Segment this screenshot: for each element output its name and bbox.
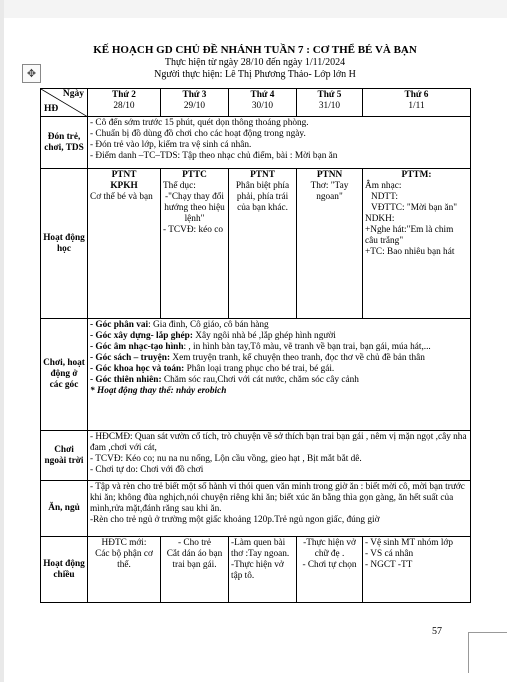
subject-head-2: KPKH xyxy=(110,181,138,191)
corner-text: : Gia đình, Cô giáo, cô bán hàng xyxy=(148,320,269,330)
lesson-text: Cơ thể bé và bạn xyxy=(90,192,153,202)
welcome-row xyxy=(41,117,471,169)
corner-item xyxy=(90,375,468,386)
page-number: 57 xyxy=(432,626,442,637)
corner-title: - Góc khoa học và toán: xyxy=(90,364,185,374)
lesson-text: Thơ: "Tay ngoan" xyxy=(310,181,349,202)
row-label-study: Hoạt động học xyxy=(41,169,88,319)
corner-title: - Góc sách – truyện: xyxy=(90,353,171,363)
study-cell-tue xyxy=(161,169,229,319)
afternoon-cell-wed xyxy=(229,537,297,603)
meal-line: - Tập và rèn cho trẻ biết một số hành vi thói quen văn minh trong giờ ăn : biết mời cô, mời bạn trước khi ăn; không đùa nghịch,nói chuyện riêng khi ăn; biết xúc ăn bằng thìa gọn gàng, ăn hết suất của mình,rửa mặt,đánh răng sau khi ăn. xyxy=(90,482,465,514)
outdoor-line: - TCVĐ: Kéo co; nu na nu nống, Lộn cầu vồng, gieo hạt , Bịt mắt bắt dê. xyxy=(90,454,362,464)
replacement-activity: * Hoạt động thay thế: nhảy erobich xyxy=(90,386,227,396)
page-left-edge xyxy=(0,0,4,682)
day-header-wed xyxy=(229,89,297,117)
date-range: Thực hiện từ ngày 28/10 đến ngày 1/11/2024 xyxy=(164,57,346,68)
plan-table xyxy=(40,88,471,603)
lesson-text: +TC: Bao nhiêu bạn hát xyxy=(365,247,455,257)
subject-head: PTNT xyxy=(250,170,275,180)
outdoor-line: - HĐCMĐ: Quan sát vườn cổ tích, trò chuyện về sở thích bạn trai bạn gái , nêm vị mặn ngọt ,cây nha đam ,chơi với cát, xyxy=(90,432,467,453)
lesson-text: Thể dục: xyxy=(163,181,196,191)
corner-title: - Góc phân vai xyxy=(90,320,149,330)
corner-item xyxy=(90,320,468,331)
afternoon-cell-tue xyxy=(161,537,229,603)
welcome-line: - Điểm danh –TC–TDS: Tập theo nhạc chủ điểm, bài : Mời bạn ăn xyxy=(90,151,338,161)
study-cell-fri xyxy=(363,169,471,319)
corner-item xyxy=(90,342,468,353)
corner-text: Phân loại trang phục cho bé trai, bé gái. xyxy=(184,364,335,374)
corner-text: Xây ngôi nhà bé ,lắp ghép hình người xyxy=(192,331,336,341)
study-cell-thu xyxy=(297,169,363,319)
row-label-meal: Ăn, ngủ xyxy=(41,481,88,537)
afternoon-line: - Vệ sinh MT nhóm lớp xyxy=(365,538,453,548)
lesson-text: -"Chạy thay đổi hướng theo hiệu lệnh" xyxy=(164,192,225,224)
table-header-row xyxy=(41,89,471,117)
study-cell-wed xyxy=(229,169,297,319)
day-header-mon xyxy=(88,89,161,117)
day-header-fri xyxy=(363,89,471,117)
corner-title: - Góc xây dựng- lắp ghép: xyxy=(90,331,193,341)
afternoon-line: -Thực hiện vở chữ đẹ . xyxy=(303,538,356,559)
day-header-tue xyxy=(161,89,229,117)
day-date: 1/11 xyxy=(408,101,425,111)
outdoor-content xyxy=(88,431,471,481)
row-label-welcome: Đón trẻ, chơi, TDS xyxy=(41,117,88,169)
lesson-text: NDTT: xyxy=(371,192,398,202)
day-date: 28/10 xyxy=(113,101,135,111)
corner-cell xyxy=(41,89,88,117)
day-date: 30/10 xyxy=(251,101,274,111)
page-top-edge xyxy=(0,0,507,18)
subject-head: PTTM: xyxy=(401,170,432,180)
lesson-text: Âm nhạc: xyxy=(365,181,402,191)
study-cell-mon xyxy=(88,169,161,319)
page-corner-mark xyxy=(468,632,507,673)
move-arrows-icon[interactable]: ✥ xyxy=(22,64,41,83)
row-label-outdoor: Chơi ngoài trời xyxy=(41,431,88,481)
welcome-content xyxy=(88,117,471,169)
day-name: Thứ 5 xyxy=(317,90,342,100)
teacher-line: Người thực hiện: Lê Thị Phương Thảo- Lớp lớn H xyxy=(154,69,356,80)
meal-row xyxy=(41,481,471,537)
afternoon-cell-fri xyxy=(363,537,471,603)
afternoon-line: -Thực hiện vở tập tô. xyxy=(231,560,284,581)
afternoon-row xyxy=(41,537,471,603)
lesson-text: +Nghe hát:"Em là chim câu trắng" xyxy=(365,225,454,246)
lesson-text: Phân biệt phía phải, phía trái của bạn khác. xyxy=(235,181,290,213)
afternoon-line: Cắt dán áo bạn trai bạn gái. xyxy=(166,549,223,570)
welcome-line: - Cô đến sớm trước 15 phút, quét dọn thông thoáng phòng. xyxy=(90,118,309,128)
corner-item xyxy=(90,353,468,364)
lesson-text: NDKH: xyxy=(365,214,395,224)
day-name: Thứ 2 xyxy=(112,90,136,100)
day-name: Thứ 3 xyxy=(182,90,207,100)
afternoon-line: - Cho trẻ xyxy=(177,538,212,548)
row-label-afternoon: Hoạt động chiều xyxy=(41,537,88,603)
afternoon-line: Các bộ phận cơ thể. xyxy=(95,549,153,570)
corner-text: Chăm sóc rau,Chơi với cát nước, chăm sóc cây cảnh xyxy=(161,375,359,385)
corner-text: : , in hình bàn tay,Tô màu, vẽ tranh về bạn trai, bạn gái, múa hát,... xyxy=(183,342,431,352)
subject-head: PTTC xyxy=(182,170,207,180)
afternoon-cell-mon xyxy=(88,537,161,603)
lesson-text: VĐTTC: "Mời bạn ăn" xyxy=(371,203,458,213)
row-label-corners: Chơi, hoạt động ở các góc xyxy=(41,319,88,431)
afternoon-line: HĐTC mới: xyxy=(101,538,147,548)
corner-top-label: Ngày xyxy=(62,89,84,99)
corners-content xyxy=(88,319,471,431)
afternoon-cell-thu xyxy=(297,537,363,603)
afternoon-line: -Làm quen bài thơ :Tay ngoan. xyxy=(231,538,290,559)
outdoor-row xyxy=(41,431,471,481)
welcome-line: - Đón trẻ vào lớp, kiểm tra vệ sinh cá nhân. xyxy=(90,140,252,150)
corner-title: - Góc âm nhạc-tạo hình xyxy=(90,342,184,352)
lesson-text: - TCVĐ: kéo co xyxy=(163,225,223,235)
corner-item xyxy=(90,331,468,342)
corner-title: - Góc thiên nhiên: xyxy=(90,375,162,385)
day-name: Thứ 6 xyxy=(404,90,429,100)
document-header xyxy=(40,44,470,81)
outdoor-line: - Chơi tự do: Chơi với đồ chơi xyxy=(90,465,204,475)
afternoon-line: - VS cá nhân xyxy=(365,549,414,559)
corner-bottom-label: HĐ xyxy=(44,104,59,114)
subject-head: PTNN xyxy=(316,170,343,180)
day-date: 31/10 xyxy=(318,101,341,111)
day-name: Thứ 4 xyxy=(250,90,275,100)
day-date: 29/10 xyxy=(183,101,206,111)
subject-head: PTNT xyxy=(111,170,137,180)
corners-row xyxy=(41,319,471,431)
corner-item xyxy=(90,364,468,375)
corner-text: Xem truyện tranh, kể chuyện theo tranh, đọc thơ về chủ đề bản thân xyxy=(170,353,425,363)
welcome-line: - Chuẩn bị đồ dùng đồ chơi cho các hoạt động trong ngày. xyxy=(90,129,306,139)
meal-content xyxy=(88,481,471,537)
afternoon-line: - Chơi tự chọn xyxy=(302,560,357,570)
afternoon-line: - NGCT -TT xyxy=(365,560,413,570)
study-row xyxy=(41,169,471,319)
page-title: KẾ HOẠCH GD CHỦ ĐỀ NHÁNH TUẦN 7 : CƠ THỂ BÉ VÀ BẠN xyxy=(93,44,417,56)
day-header-thu xyxy=(297,89,363,117)
meal-line: -Rèn cho trẻ ngủ ở trường một giấc khoảng 120p.Trẻ ngủ ngon giấc, đúng giờ xyxy=(90,515,380,525)
